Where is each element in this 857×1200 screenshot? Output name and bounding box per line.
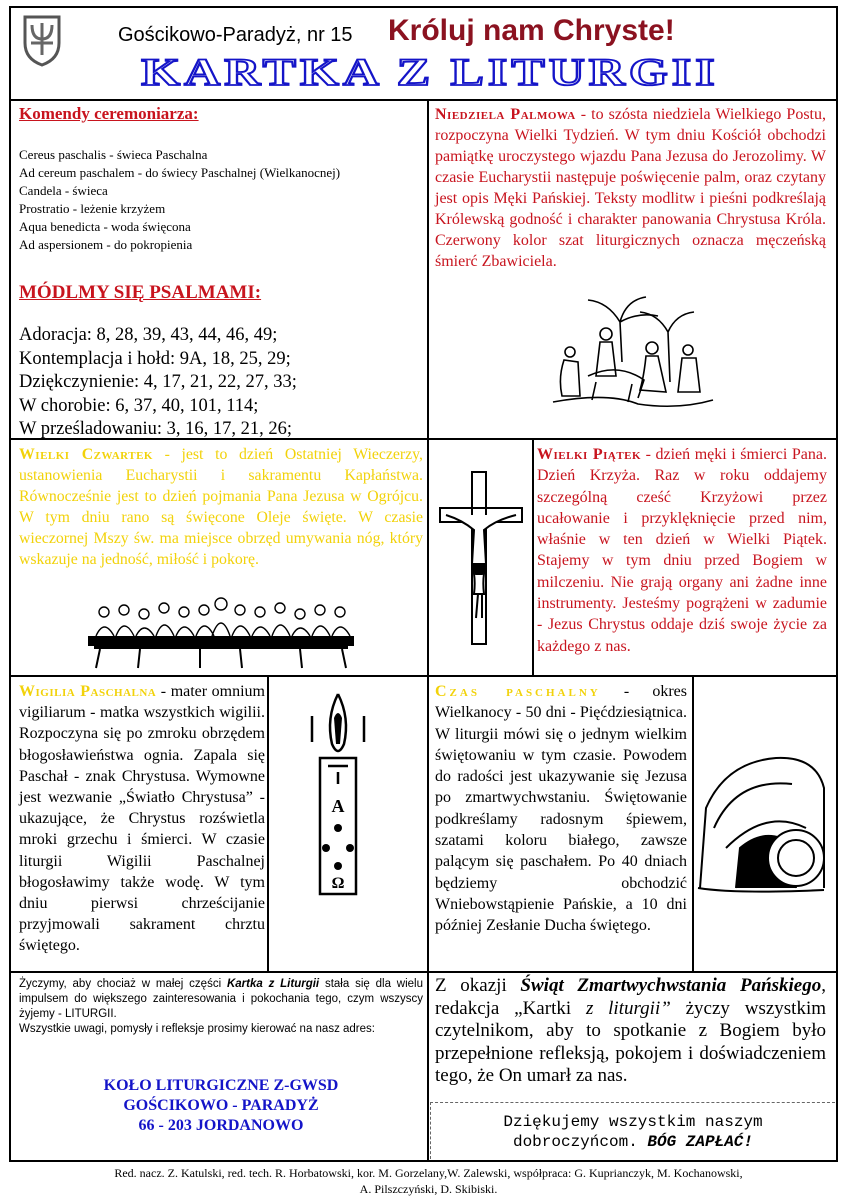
palm-sunday-heading: Niedziela Palmowa — [435, 106, 576, 123]
easter-time-section — [435, 681, 687, 937]
commands-section — [19, 104, 419, 442]
easter-vigil-section — [19, 681, 265, 957]
good-friday-heading: Wielki Piątek — [537, 446, 642, 463]
divider — [692, 676, 694, 971]
paschal-candle-icon — [298, 688, 378, 903]
palm-sunday-icon — [548, 292, 718, 414]
holy-thursday-text: - jest to dzień Ostatniej Wieczerzy, ustanowienia Eucharystii i sakramentu Kapłaństwa. Równocześnie jest to dzień pojmania Pana Jezusa w Ogrójcu. W tym dniu rano są święcone Oleje święte. W czasie wieczornej Mszy św. ma miejsce obrzęd umywania nóg, który wskazuje na jedność, miłość i pokorę. — [19, 446, 423, 568]
command-item: Prostratio - leżenie krzyżem — [19, 201, 166, 216]
command-item: Ad aspersionem - do pokropienia — [19, 237, 193, 252]
divider — [267, 676, 269, 971]
holy-thursday-section — [19, 444, 423, 570]
address-block — [19, 1076, 423, 1136]
thanks-line: dobroczyńcom. BÓG ZAPŁAĆ! — [512, 1133, 754, 1151]
seal-logo-icon — [22, 13, 62, 67]
psalm-item: W chorobie: 6, 37, 40, 101, 114; — [19, 395, 259, 416]
credits-line: Red. nacz. Z. Katulski, red. tech. R. Horbatowski, kor. M. Gorzelany,W. Zalewski, współpraca: G. Kuprianczyk, M. Kochanowski, — [114, 1166, 743, 1180]
address-line: 66 - 203 JORDANOWO — [138, 1117, 304, 1134]
wish-text: Życzymy, aby chociaż w małej części Kartka z Liturgii stała się dla wielu impulsem do większego zainteresowania i pokochania tego, czym wszyscy żyjemy - LITURGII. — [19, 978, 424, 1020]
easter-vigil-heading: Wigilia Paschalna — [19, 683, 157, 700]
psalm-item: Kontemplacja i hołd: 9A, 18, 25, 29; — [19, 348, 291, 369]
divider — [11, 675, 836, 677]
command-item: Ad cereum paschalem - do świecy Paschalnej (Wielkanocnej) — [19, 165, 341, 180]
psalms-heading: MÓDLMY SIĘ PSALMAMI: — [19, 282, 262, 303]
easter-greeting: Z okazji Świąt Zmartwychwstania Pańskiego, redakcja „Kartki z liturgii” życzy wszystkim czytelnikom, aby to spotkanie z Bogiem było przepełnione refleksją, pokojem i doświadczeniem tego, że On umarł za nas. — [435, 975, 826, 1086]
wish-contact-text: Wszystkie uwagi, pomysły i refleksje prosimy kierować na nasz adres: — [19, 1023, 375, 1035]
command-item: Cereus paschalis - świeca Paschalna — [19, 147, 208, 162]
wish-section — [19, 977, 423, 1037]
thanks-box — [430, 1102, 835, 1159]
credits-footer — [10, 1166, 847, 1197]
motto: Króluj nam Chryste! — [388, 14, 675, 47]
address-line: KOŁO LITURGICZNE Z-GWSD — [103, 1077, 339, 1094]
empty-tomb-icon — [696, 748, 828, 898]
address-line: GOŚCIKOWO - PARADYŻ — [123, 1097, 319, 1114]
svg-text:Ω: Ω — [331, 875, 345, 892]
easter-time-text: - okres Wielkanocy - 50 dni - Pięćdziesiątnica. W liturgii mówi się o jednym wielkim świętowaniu w tym czasie. Powodem do radości jest ukazywanie się Jezusa po zmartwychwstaniu. Świętowanie podkreślamy radosnym śpiewem, szatami koloru białego, zawsze palącym się paschałem. Po 40 dniach będziemy obchodzić Wniebowstąpienie Pańskie, a 10 dni później Zesłanie Ducha świętego. — [435, 683, 687, 935]
divider — [11, 99, 836, 101]
palm-sunday-section — [435, 104, 826, 272]
last-supper-icon — [80, 590, 362, 670]
commands-heading: Komendy ceremoniarza: — [19, 104, 199, 123]
psalm-item: W prześladowaniu: 3, 16, 17, 21, 26; — [19, 419, 293, 439]
command-item: Aqua benedicta - woda święcona — [19, 219, 191, 234]
easter-vigil-text: - mater omnium vigiliarum - matka wszystkich wigilii. Rozpoczyna się po zmroku obrzędem błogosławieństwa ognia. Zapala się Paschał - znak Chrystusa. Wymowne jest wezwanie „Światło Chrystusa” - ukazujące, że Chrystus rozświetla mroki grzechu i śmierci. W czasie liturgii Wigilii Paschalnej błogosławimy także wodę. W tym dniu pierwsi chrześcijanie przyjmowali sakrament chrztu świętego. — [19, 683, 265, 955]
page-title: KARTKA Z LITURGII — [141, 50, 719, 94]
issue-label: Gościkowo-Paradyż, nr 15 — [118, 24, 353, 46]
holy-thursday-heading: Wielki Czwartek — [19, 446, 153, 463]
crucifix-icon — [436, 468, 526, 648]
palm-sunday-text: - to szósta niedziela Wielkiego Postu, rozpoczyna Wielki Tydzień. W tym dniu Kościół obchodzi pamiątkę uroczystego wjazdu Pana Jezusa do Jerozolimy. W czasie Eucharystii następuje poświęcenie palm, oraz czytany jest opis Męki Pańskiej. Teksty modlitw i pieśni podkreślają Królewską godność i charakter panowania Chrystusa Króla. Czerwony kolor szat liturgicznych oznacza męczeńską śmierć Zbawiciela. — [435, 106, 826, 270]
thanks-line: Dziękujemy wszystkim naszym — [503, 1113, 763, 1131]
divider — [427, 100, 429, 1160]
good-friday-section — [537, 444, 827, 657]
svg-text:A: A — [331, 796, 345, 816]
psalm-item: Adoracja: 8, 28, 39, 43, 44, 46, 49; — [19, 325, 278, 345]
divider — [532, 439, 534, 675]
easter-time-heading: Czas paschalny — [435, 683, 601, 700]
divider — [11, 971, 836, 973]
command-item: Candela - świeca — [19, 183, 108, 198]
credits-line: A. Pilszczyński, D. Skibiski. — [359, 1181, 498, 1196]
good-friday-text: - dzień męki i śmierci Pana. Dzień Krzyża. Raz w roku oddajemy szczególną cześć Krzyżowi przez ucałowanie i przyklęknięcie przed nim, właśnie w ten dzień w Wielki Piątek. Stajemy w tym dniu przed Bogiem w milczeniu. Nie grają organy ani żadne inne instrumenty. Jesteśmy pogrążeni w zadumie - Jezus Chrystus oddaje dziś swoje życie za każdego z nas. — [537, 446, 827, 655]
psalm-item: Dziękczynienie: 4, 17, 21, 22, 27, 33; — [19, 372, 297, 392]
